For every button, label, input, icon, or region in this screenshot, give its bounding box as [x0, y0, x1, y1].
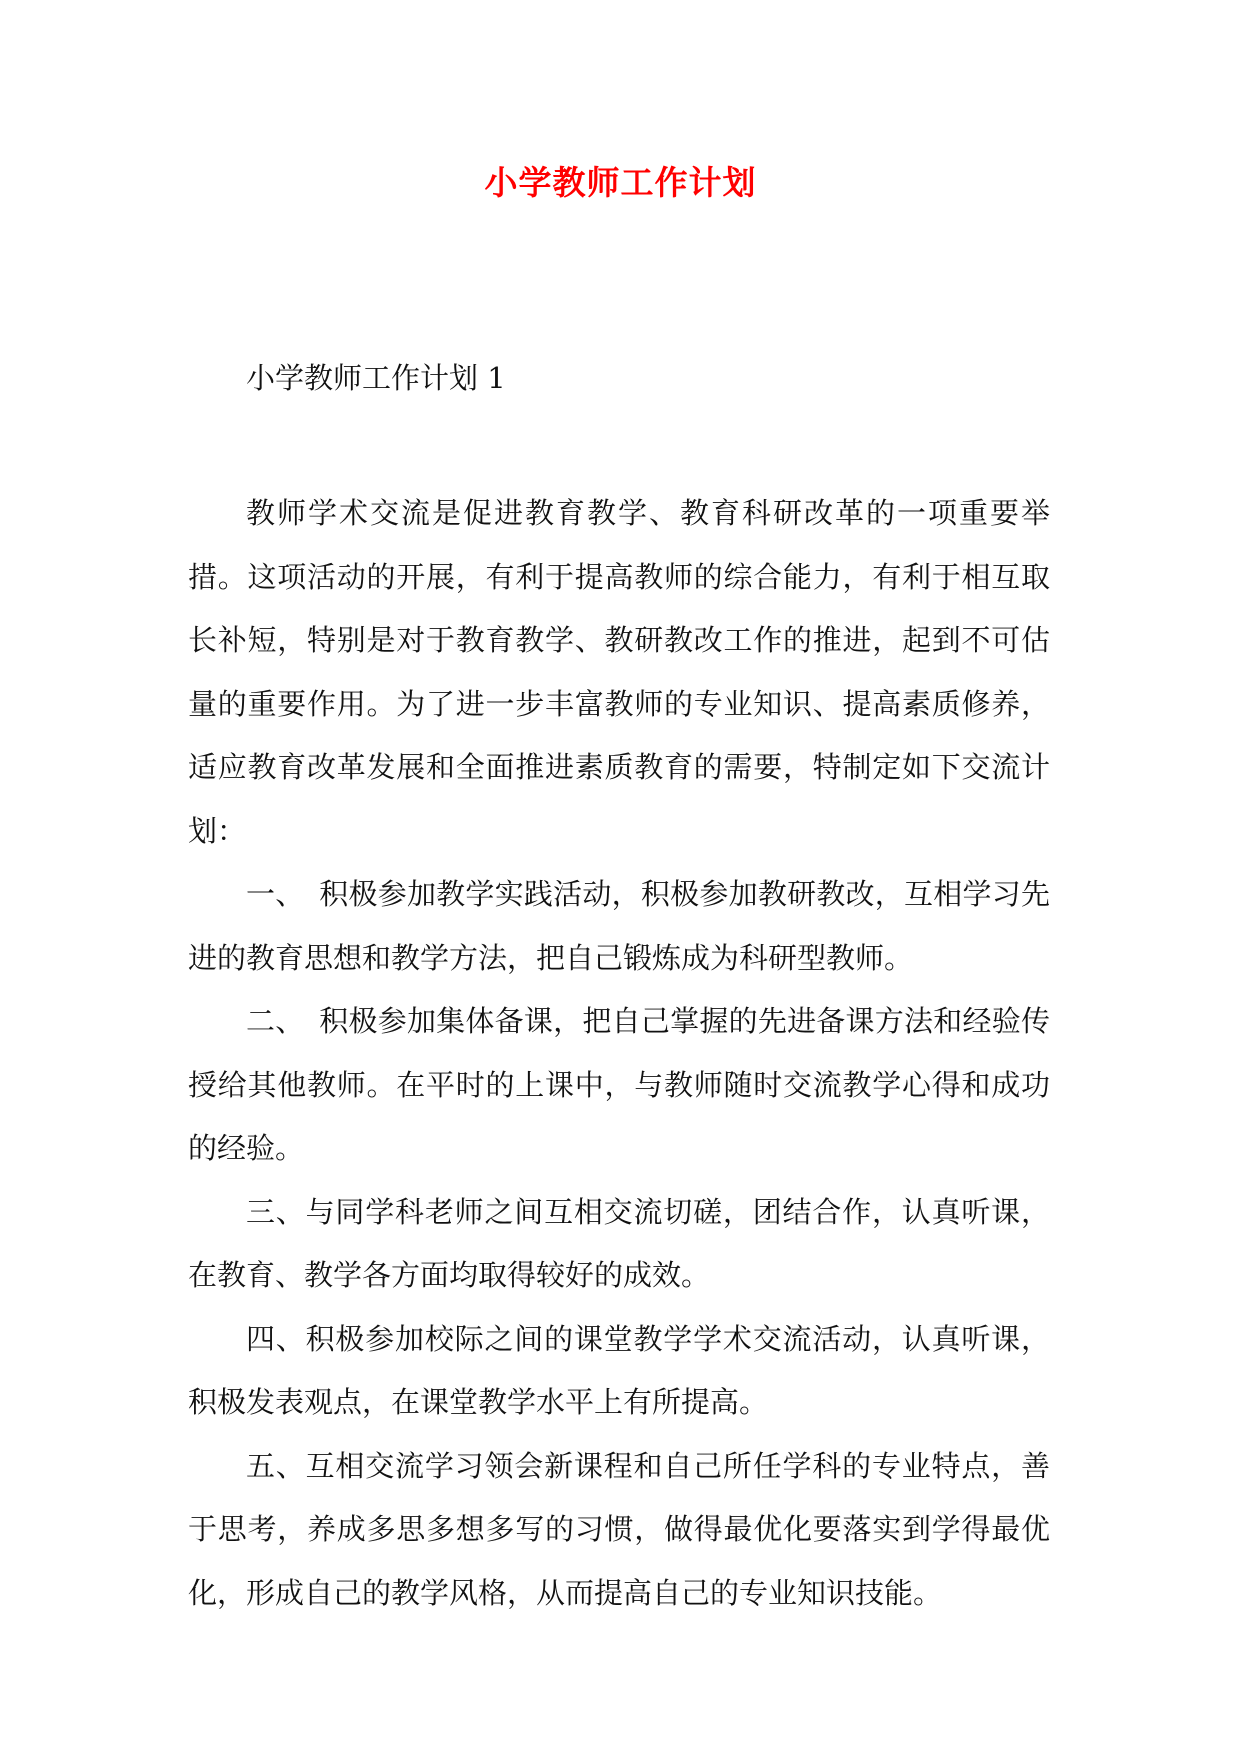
paragraph-intro: 教师学术交流是促进教育教学、教育科研改革的一项重要举措。这项活动的开展，有利于提高教师的综合能力，有利于相互取长补短，特别是对于教育教学、教研教改工作的推进，起到不可估量的重要作用。为了进一步丰富教师的专业知识、提高素质修养，适应教育改革发展和全面推进素质教育的需要，特制定如下交流计划： [188, 496, 1050, 848]
section-heading: 小学教师工作计划 1 [246, 361, 506, 395]
paragraph-item-1: 一、 积极参加教学实践活动，积极参加教研教改，互相学习先进的教育思想和教学方法，把自己锻炼成为科研型教师。 [188, 877, 1050, 975]
paragraph-item-5: 五、互相交流学习领会新课程和自己所任学科的专业特点，善于思考，养成多思多想多写的习惯，做得最优化要落实到学得最优化，形成自己的教学风格，从而提高自己的专业知识技能。 [188, 1448, 1050, 1610]
paragraph-item-3: 三、与同学科老师之间互相交流切磋，团结合作，认真听课，在教育、教学各方面均取得较好的成效。 [188, 1194, 1050, 1292]
document-title: 小学教师工作计划 [484, 163, 757, 202]
paragraph-item-4: 四、积极参加校际之间的课堂教学学术交流活动，认真听课，积极发表观点，在课堂教学水平上有所提高。 [188, 1321, 1050, 1419]
document-body [188, 482, 1050, 1625]
paragraph-item-2: 二、 积极参加集体备课，把自己掌握的先进备课方法和经验传授给其他教师。在平时的上课中，与教师随时交流教学心得和成功的经验。 [188, 1004, 1050, 1165]
